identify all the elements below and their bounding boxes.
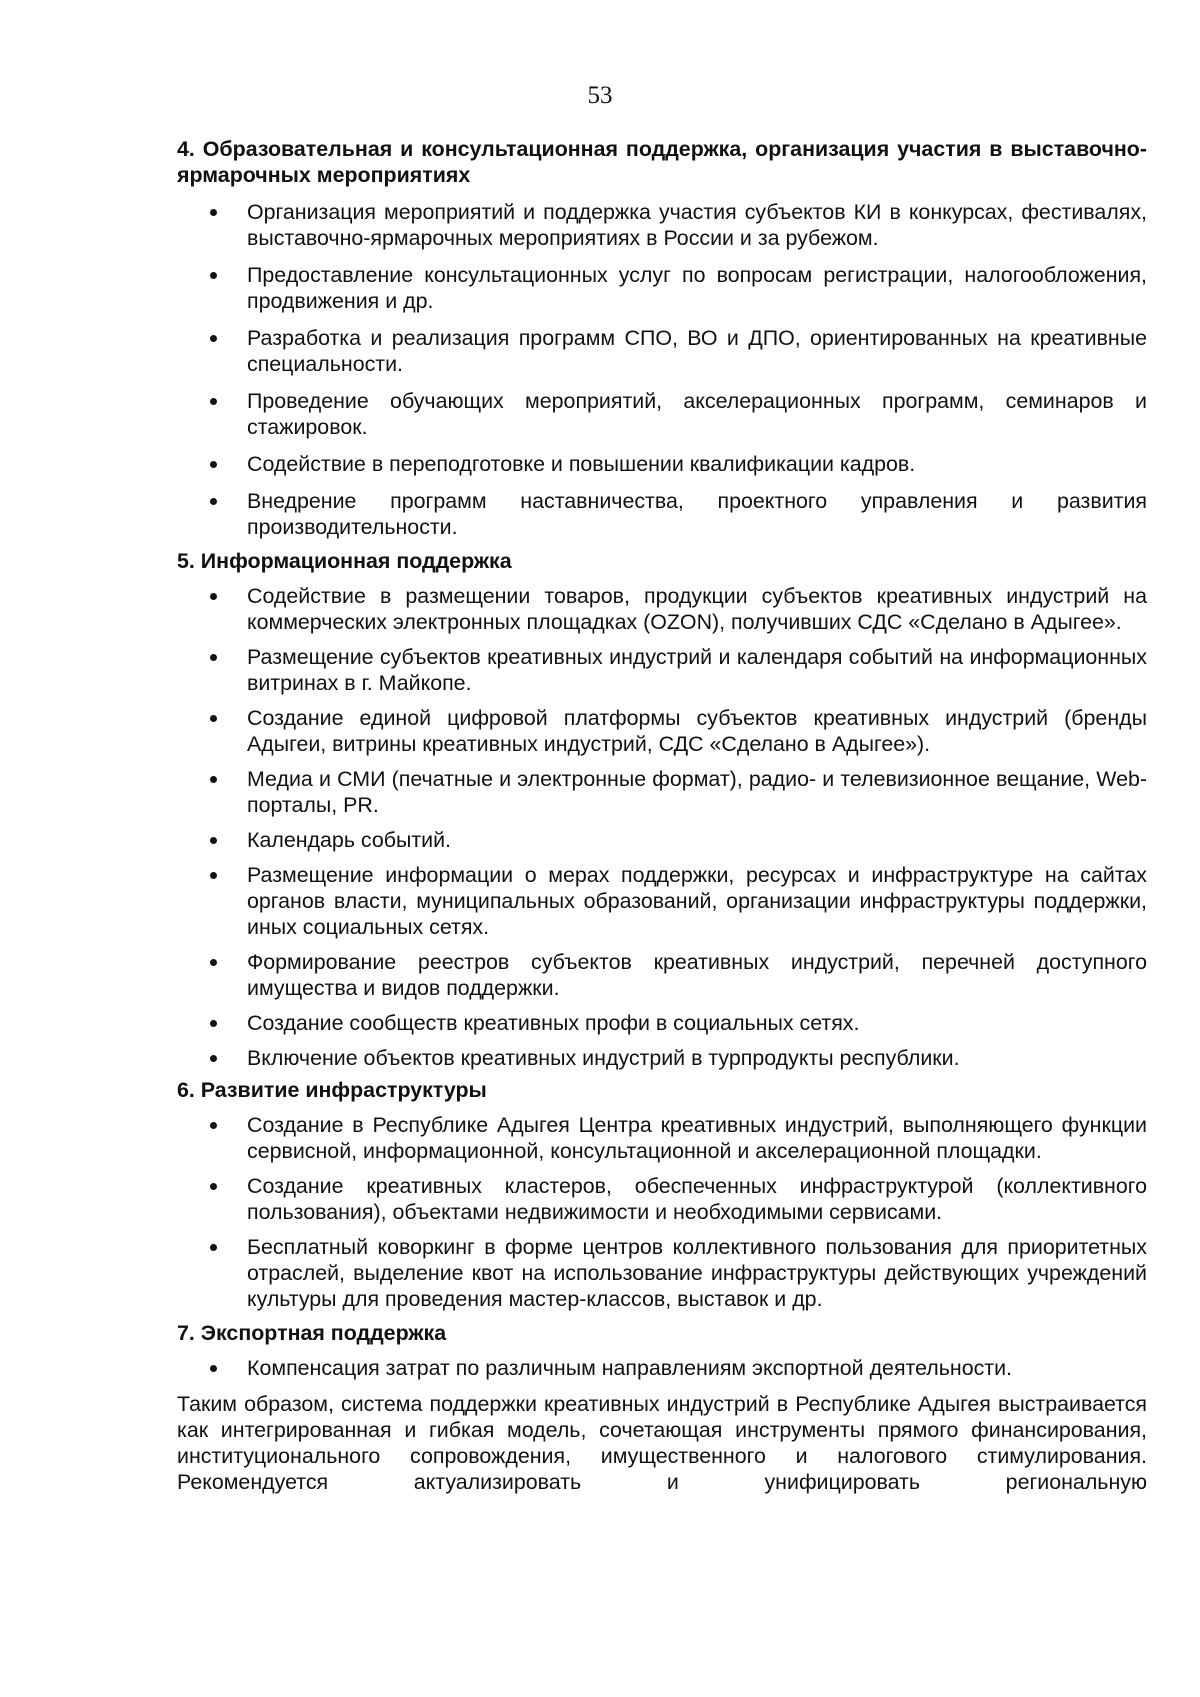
bullet-icon xyxy=(210,959,217,966)
bullet-icon xyxy=(210,837,217,844)
section-heading: 4. Образовательная и консультационная поддержка, организация участия в выставочно-ярмарочных мероприятиях xyxy=(177,137,1147,187)
bullet-icon xyxy=(210,398,217,405)
bullet-icon xyxy=(210,872,217,879)
list-item: Создание в Республике Адыгея Центра креативных индустрий, выполняющего функции сервисной, информационной, консультационной и акселерационной площадки. xyxy=(177,1112,1147,1164)
list-item: Содействие в переподготовке и повышении квалификации кадров. xyxy=(177,451,1147,477)
list-item: Компенсация затрат по различным направлениям экспортной деятельности. xyxy=(177,1355,1147,1381)
bullet-icon xyxy=(210,776,217,783)
section-heading: 7. Экспортная поддержка xyxy=(177,1321,447,1345)
list-item: Разработка и реализация программ СПО, ВО и ДПО, ориентированных на креативные специальности. xyxy=(177,325,1147,377)
bullet-icon xyxy=(210,1055,217,1062)
bullet-icon xyxy=(210,593,217,600)
bullet-icon xyxy=(210,1122,217,1129)
page-number: 53 xyxy=(587,82,613,109)
list-item: Размещение субъектов креативных индустрий и календаря событий на информационных витринах в г. Майкопе. xyxy=(177,644,1147,696)
page-content xyxy=(177,136,1147,1495)
list-item: Бесплатный коворкинг в форме центров коллективного пользования для приоритетных отраслей, выделение квот на использование инфраструктуры действующих учреждений культуры для проведения мастер-классов, выставок и др. xyxy=(177,1234,1147,1312)
bullet-icon xyxy=(210,1244,217,1251)
bullet-icon xyxy=(210,654,217,661)
bullet-list xyxy=(177,199,1147,540)
section-infrastructure xyxy=(177,1077,1147,1312)
section-export-support xyxy=(177,1320,1147,1381)
list-item: Создание сообществ креативных профи в социальных сетях. xyxy=(177,1010,1147,1036)
section-heading: 6. Развитие инфраструктуры xyxy=(177,1078,487,1102)
bullet-icon xyxy=(210,461,217,468)
bullet-list xyxy=(177,1355,1147,1381)
list-item: Включение объектов креативных индустрий в турпродукты республики. xyxy=(177,1045,1147,1071)
list-item: Предоставление консультационных услуг по вопросам регистрации, налогообложения, продвижения и др. xyxy=(177,262,1147,314)
list-item: Размещение информации о мерах поддержки, ресурсах и инфраструктуре на сайтах органов власти, муниципальных образований, организации инфраструктуры поддержки, иных социальных сетях. xyxy=(177,862,1147,940)
bullet-list xyxy=(177,583,1147,1071)
section-heading: 5. Информационная поддержка xyxy=(177,549,512,573)
list-item: Проведение обучающих мероприятий, акселерационных программ, семинаров и стажировок. xyxy=(177,388,1147,440)
bullet-icon xyxy=(210,209,217,216)
bullet-icon xyxy=(210,1365,217,1372)
closing-paragraph: Таким образом, система поддержки креативных индустрий в Республике Адыгея выстраивается как интегрированная и гибкая модель, сочетающая инструменты прямого финансирования, институционального сопровождения, имущественного и налогового стимулирования. Рекомендуется актуализировать и унифицировать региональную xyxy=(177,1392,1147,1494)
list-item: Создание единой цифровой платформы субъектов креативных индустрий (бренды Адыгеи, витрины креативных индустрий, СДС «Сделано в Адыгее»). xyxy=(177,705,1147,757)
bullet-icon xyxy=(210,1020,217,1027)
list-item: Формирование реестров субъектов креативных индустрий, перечней доступного имущества и видов поддержки. xyxy=(177,949,1147,1001)
section-education-support xyxy=(177,136,1147,540)
bullet-icon xyxy=(210,335,217,342)
list-item: Медиа и СМИ (печатные и электронные формат), радио- и телевизионное вещание, Web-порталы, PR. xyxy=(177,766,1147,818)
list-item: Содействие в размещении товаров, продукции субъектов креативных индустрий на коммерческих электронных площадках (OZON), получивших СДС «Сделано в Адыгее». xyxy=(177,583,1147,635)
list-item: Создание креативных кластеров, обеспеченных инфраструктурой (коллективного пользования), объектами недвижимости и необходимыми сервисами. xyxy=(177,1173,1147,1225)
list-item: Календарь событий. xyxy=(177,827,1147,853)
bullet-icon xyxy=(210,498,217,505)
bullet-icon xyxy=(210,1183,217,1190)
bullet-list xyxy=(177,1112,1147,1312)
list-item: Организация мероприятий и поддержка участия субъектов КИ в конкурсах, фестивалях, выставочно-ярмарочных мероприятиях в России и за рубежом. xyxy=(177,199,1147,251)
bullet-icon xyxy=(210,272,217,279)
bullet-icon xyxy=(210,715,217,722)
list-item: Внедрение программ наставничества, проектного управления и развития производительности. xyxy=(177,488,1147,540)
section-information-support xyxy=(177,548,1147,1071)
